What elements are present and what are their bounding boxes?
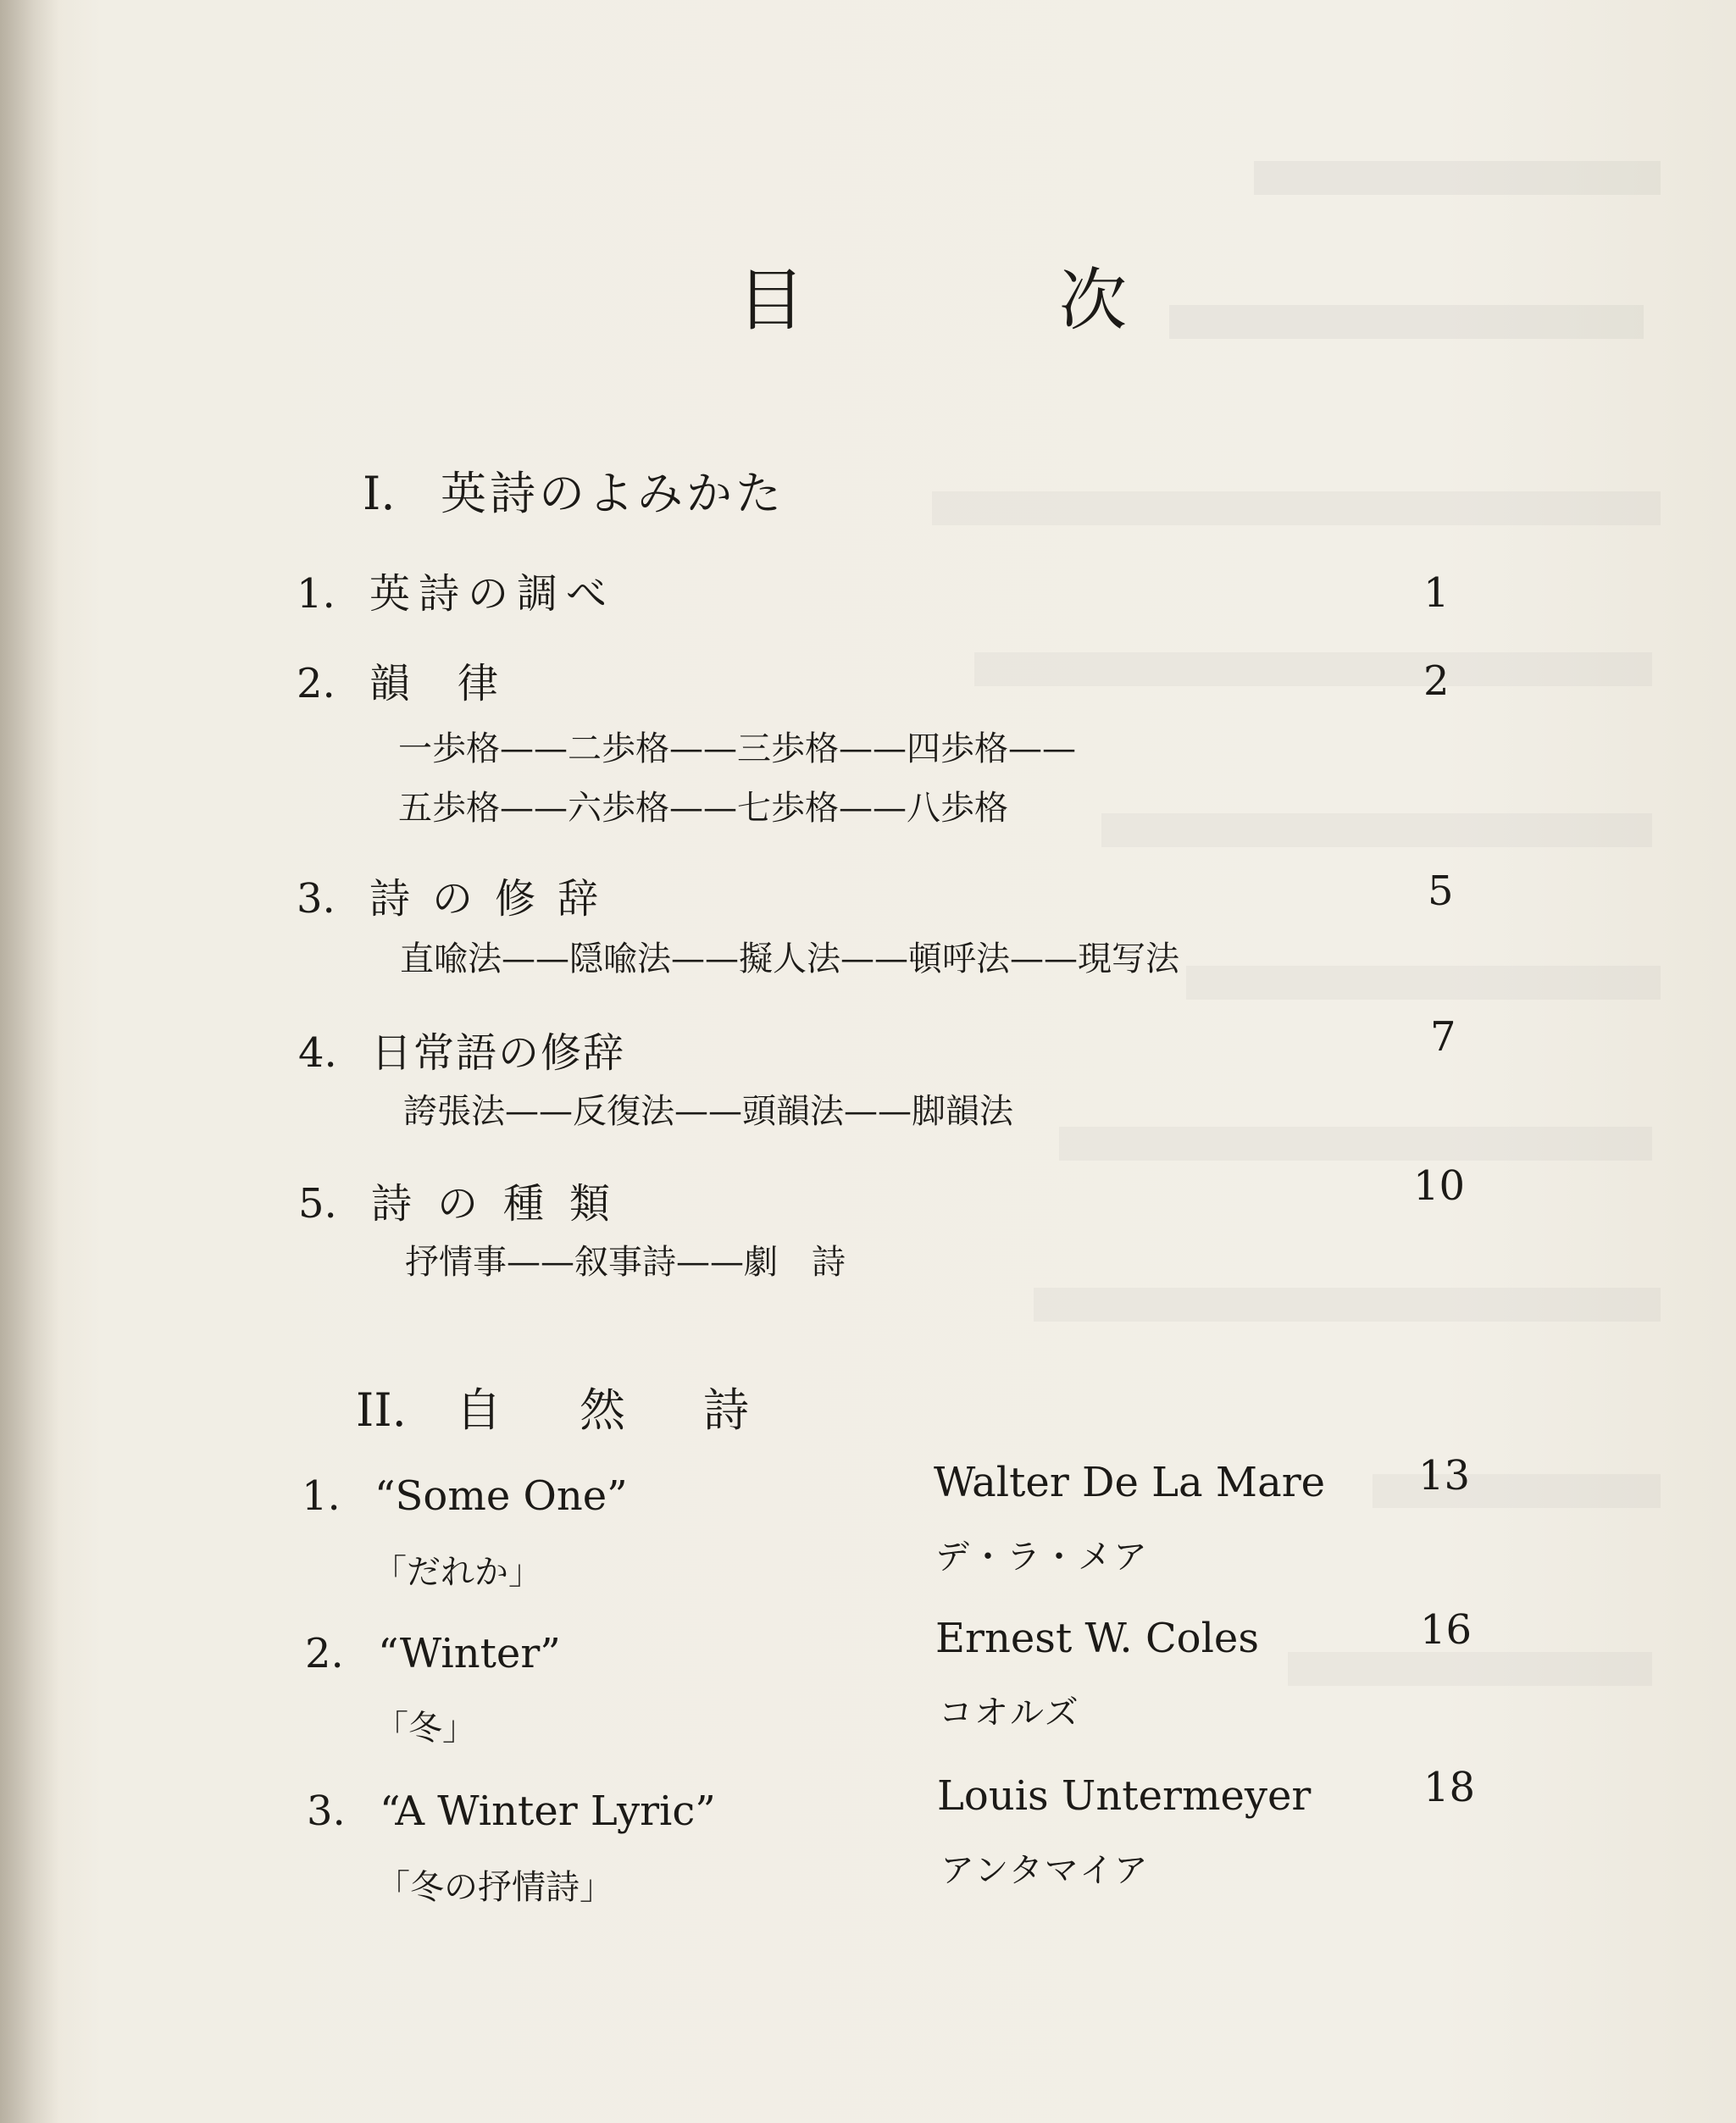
- show-through-ghost: [974, 652, 1652, 686]
- entry-label: 詩の修辞: [369, 875, 621, 923]
- poem-entry[interactable]: [302, 1472, 628, 1520]
- entry-subtopics: 五歩格——六歩格——七歩格——八歩格: [398, 789, 1008, 828]
- entry-number: 1.: [297, 570, 336, 618]
- section-number: I.: [363, 467, 396, 520]
- poem-author: Walter De La Mare: [934, 1459, 1326, 1506]
- entry-number: 2.: [297, 660, 336, 707]
- entry-subtopics: 直喩法——隠喩法——擬人法——頓呼法——現写法: [400, 940, 1179, 978]
- poem-entry[interactable]: [305, 1630, 561, 1677]
- show-through-ghost: [1034, 1288, 1661, 1322]
- poem-japanese-title: 「冬」: [374, 1709, 476, 1748]
- toc-entry[interactable]: [297, 561, 615, 619]
- poem-author-japanese: デ・ラ・メア: [935, 1538, 1149, 1577]
- poem-number: 3.: [307, 1788, 346, 1835]
- entry-number: 5.: [298, 1180, 337, 1228]
- toc-entry[interactable]: [297, 651, 502, 709]
- entry-label: 英詩の調べ: [369, 570, 616, 618]
- entry-page-number: 1: [1423, 569, 1450, 617]
- show-through-ghost: [1059, 1127, 1652, 1161]
- poem-number: 1.: [302, 1472, 341, 1520]
- poem-title: “Some One”: [374, 1472, 628, 1520]
- show-through-ghost: [1254, 161, 1661, 195]
- poem-page-number: 18: [1423, 1764, 1476, 1811]
- toc-entry[interactable]: [298, 1020, 625, 1078]
- poem-entry[interactable]: [307, 1788, 716, 1835]
- show-through-ghost: [1373, 1474, 1661, 1508]
- toc-entry[interactable]: [297, 866, 620, 924]
- toc-entry[interactable]: [298, 1171, 635, 1229]
- page-title: 目 次: [737, 261, 1220, 340]
- show-through-ghost: [1186, 966, 1661, 1000]
- section-number: II.: [356, 1383, 407, 1437]
- section-heading-part1: [363, 457, 785, 523]
- poem-japanese-title: 「冬の抒情詩」: [376, 1868, 613, 1907]
- entry-subtopics: 誇張法——反復法——頭韻法——脚韻法: [403, 1092, 1013, 1131]
- poem-title: “Winter”: [378, 1630, 561, 1677]
- entry-subtopics: 一歩格——二歩格——三歩格——四歩格——: [398, 729, 1076, 768]
- entry-page-number: 10: [1413, 1162, 1466, 1210]
- poem-author: Ernest W. Coles: [935, 1615, 1259, 1662]
- poem-page-number: 16: [1420, 1606, 1473, 1654]
- section-label: 自然詩: [456, 1383, 827, 1437]
- entry-page-number: 5: [1428, 867, 1454, 915]
- show-through-ghost: [1169, 305, 1644, 339]
- entry-number: 3.: [297, 875, 336, 923]
- section-label: 英詩のよみかた: [441, 467, 785, 520]
- show-through-ghost: [1288, 1652, 1652, 1686]
- show-through-ghost: [1101, 813, 1652, 847]
- entry-label: 詩の種類: [371, 1180, 636, 1228]
- entry-subtopics: 抒情事——叙事詩——劇 詩: [405, 1243, 846, 1282]
- spine-shadow: [0, 0, 59, 2123]
- entry-label: 日常語の修辞: [371, 1029, 626, 1077]
- entry-number: 4.: [298, 1029, 337, 1077]
- section-heading-part2: [356, 1374, 827, 1439]
- poem-japanese-title: 「だれか」: [373, 1553, 542, 1592]
- poem-title: “A Winter Lyric”: [380, 1788, 716, 1835]
- poem-author-japanese: アンタマイア: [940, 1851, 1150, 1890]
- entry-page-number: 7: [1430, 1013, 1456, 1061]
- show-through-ghost: [932, 491, 1661, 525]
- entry-label: 韻 律: [369, 660, 502, 707]
- poem-author: Louis Untermeyer: [937, 1772, 1312, 1820]
- poem-number: 2.: [305, 1630, 344, 1677]
- entry-page-number: 2: [1423, 657, 1450, 705]
- poem-page-number: 13: [1418, 1452, 1471, 1499]
- poem-author-japanese: コオルズ: [939, 1693, 1080, 1732]
